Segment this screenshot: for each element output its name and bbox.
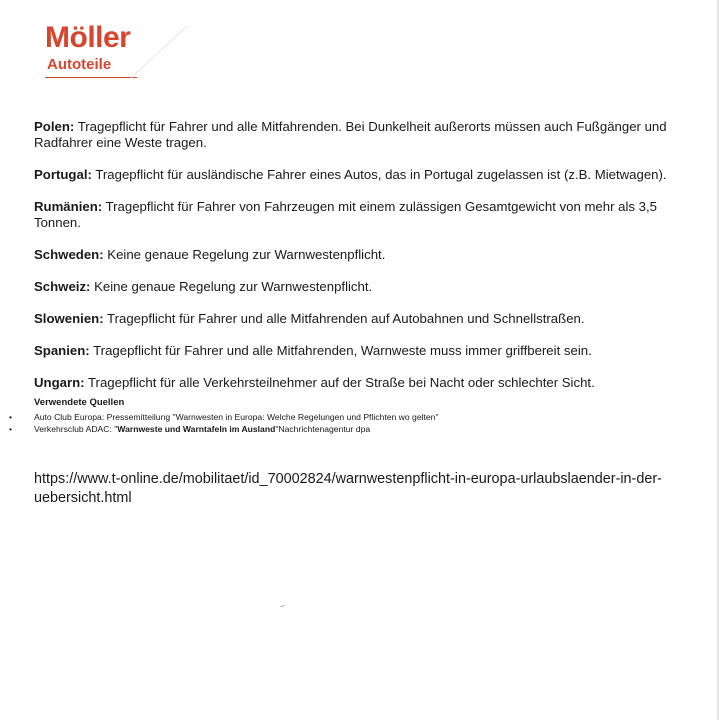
country-entry: [34, 167, 684, 183]
country-rule-text: Tragepflicht für Fahrer und alle Mitfahrenden, Warnweste muss immer griffbereit sein.: [89, 343, 592, 358]
logo-subtitle: Autoteile: [47, 56, 112, 73]
country-entry: [34, 119, 684, 151]
country-rule-text: Keine genaue Regelung zur Warnwestenpflicht.: [103, 247, 386, 262]
country-rule-text: Tragepflicht für Fahrer und alle Mitfahrenden. Bei Dunkelheit außerorts müssen auch Fußgänger und Radfahrer eine Weste tragen.: [34, 119, 667, 150]
logo-name: Möller: [45, 21, 131, 54]
source-text-bold: Warnweste und Warntafeln im Ausland: [117, 424, 276, 434]
country-name: Polen:: [34, 119, 75, 134]
sources-list: [9, 411, 694, 435]
country-name: Portugal:: [34, 167, 92, 182]
country-rule-text: Keine genaue Regelung zur Warnwestenpflicht.: [90, 279, 373, 294]
sources-title: Verwendete Quellen: [34, 397, 125, 408]
country-name: Schweiz:: [34, 279, 91, 294]
scan-speck: [280, 605, 285, 607]
logo-slash-icon: [129, 24, 189, 80]
country-name: Slowenien:: [34, 311, 104, 326]
country-name: Spanien:: [34, 343, 90, 358]
source-text-tail: "Nachrichtenagentur dpa: [275, 424, 371, 434]
bullet-icon: •: [9, 412, 13, 422]
source-item: [9, 411, 694, 423]
country-name: Schweden:: [34, 247, 104, 262]
source-text: Auto Club Europa: Pressemitteilung "Warnwesten in Europa: Welche Regelungen und Pflichten wo gelten": [34, 412, 439, 422]
source-item: [9, 423, 694, 435]
country-entry: [34, 199, 684, 231]
country-rule-text: Tragepflicht für Fahrer von Fahrzeugen mit einem zulässigen Gesamtgewicht von mehr als 3,5 Tonnen.: [34, 199, 658, 230]
country-name: Rumänien:: [34, 199, 103, 214]
logo-underline: [45, 77, 137, 78]
source-text: Verkehrsclub ADAC: ": [34, 424, 118, 434]
country-name: Ungarn:: [34, 375, 85, 390]
country-entry: [34, 375, 684, 391]
bullet-icon: •: [9, 424, 13, 434]
country-rule-text: Tragepflicht für Fahrer und alle Mitfahrenden auf Autobahnen und Schnellstraßen.: [103, 311, 585, 326]
country-entry: [34, 343, 684, 359]
country-rules-list: [34, 119, 684, 407]
source-url: https://www.t-online.de/mobilitaet/id_70002824/warnwestenpflicht-in-europa-urlaubslaender-in-der-uebersicht.html: [34, 471, 662, 506]
country-rule-text: Tragepflicht für ausländische Fahrer eines Autos, das in Portugal zugelassen ist (z.B. Mietwagen).: [91, 167, 667, 182]
moeller-autoteile-logo: [45, 22, 185, 84]
country-entry: [34, 247, 684, 263]
country-entry: [34, 279, 684, 295]
country-entry: [34, 311, 684, 327]
country-rule-text: Tragepflicht für alle Verkehrsteilnehmer auf der Straße bei Nacht oder schlechter Sicht.: [84, 375, 595, 390]
sources-section: [9, 397, 694, 435]
